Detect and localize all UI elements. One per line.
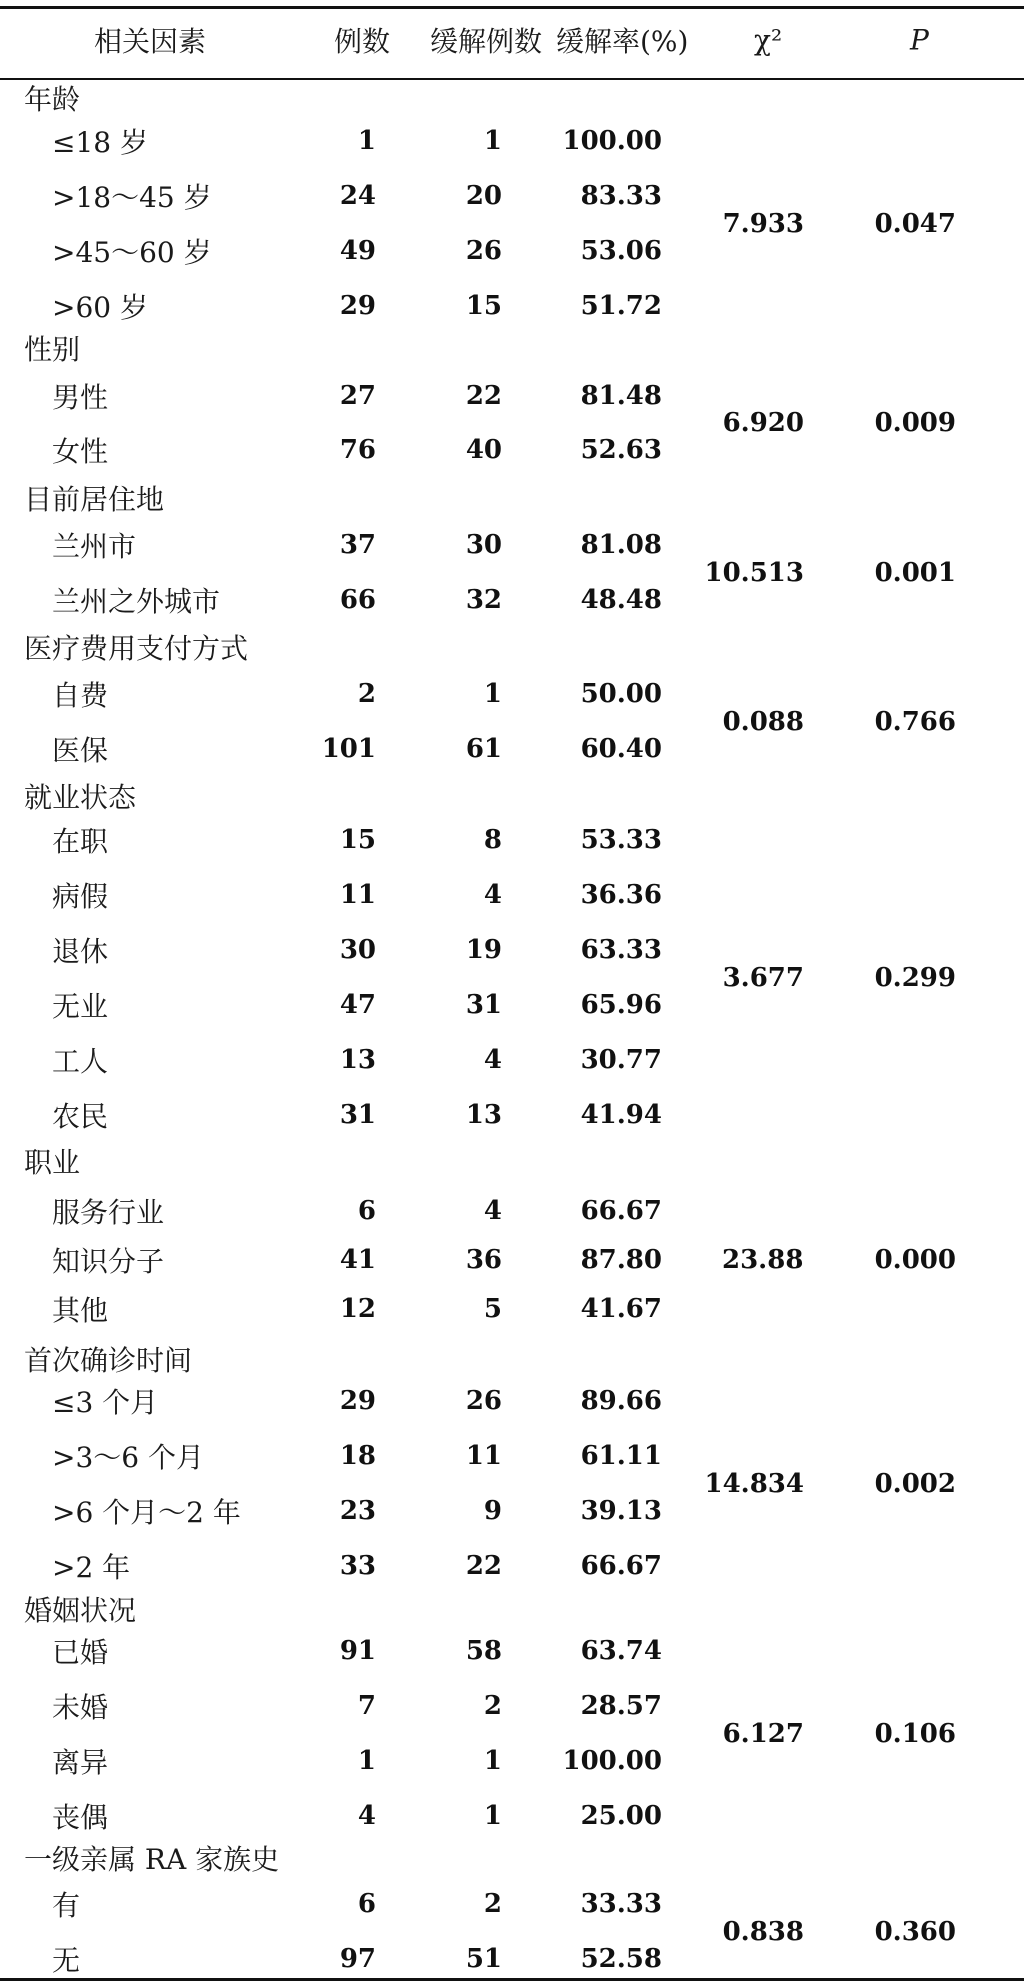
row-label: 退休	[52, 935, 109, 968]
group-label: 职业	[24, 1146, 81, 1179]
cell-p: 0.002	[874, 1468, 956, 1499]
row-label: 兰州之外城市	[52, 585, 221, 618]
header-remission-cases: 缓解例数	[430, 25, 543, 58]
cell-cases: 24	[339, 181, 376, 211]
cell-cases: 18	[339, 1441, 376, 1471]
cell-cases: 101	[321, 734, 376, 764]
cell-remission: 30	[465, 530, 502, 560]
row-label: 离异	[52, 1746, 109, 1779]
cell-remission: 1	[483, 1801, 502, 1831]
cell-remission: 22	[465, 381, 502, 411]
row-label: 自费	[52, 679, 109, 712]
header-p: P	[910, 23, 929, 57]
cell-cases: 49	[339, 236, 376, 266]
row-label: >2 年	[52, 1551, 131, 1584]
cell-remission: 58	[465, 1636, 502, 1666]
cell-chi2: 23.88	[722, 1245, 804, 1275]
header-chi2: χ²	[754, 23, 783, 57]
row-label: 男性	[52, 381, 109, 414]
row-label: ≤3 个月	[52, 1386, 159, 1419]
row-label: 知识分子	[52, 1245, 165, 1278]
group-label: 首次确诊时间	[24, 1344, 193, 1377]
cell-chi2: 6.127	[722, 1718, 804, 1749]
row-label: >60 岁	[52, 291, 148, 324]
cell-cases: 23	[339, 1496, 376, 1526]
cell-rate: 100.00	[562, 1746, 662, 1776]
row-label: 无业	[52, 990, 109, 1023]
row-label: 在职	[52, 825, 109, 858]
cell-remission: 40	[465, 435, 502, 465]
cell-p: 0.766	[874, 706, 956, 737]
cell-rate: 33.33	[580, 1889, 662, 1919]
cell-rate: 41.67	[580, 1294, 662, 1324]
cell-rate: 50.00	[580, 679, 662, 709]
cell-cases: 27	[339, 381, 376, 411]
cell-cases: 1	[357, 126, 376, 156]
row-label: 无	[52, 1944, 81, 1977]
cell-p: 0.360	[874, 1916, 956, 1947]
cell-cases: 31	[339, 1100, 376, 1130]
cell-remission: 51	[465, 1944, 502, 1974]
cell-cases: 12	[339, 1294, 376, 1324]
cell-rate: 63.33	[580, 935, 662, 965]
group-label: 医疗费用支付方式	[24, 632, 249, 665]
cell-remission: 1	[483, 1746, 502, 1776]
row-label: 病假	[52, 880, 109, 913]
cell-rate: 100.00	[562, 126, 662, 156]
cell-remission: 1	[483, 126, 502, 156]
cell-rate: 25.00	[580, 1801, 662, 1831]
row-label: 丧偶	[52, 1801, 109, 1834]
cell-rate: 41.94	[580, 1100, 662, 1130]
cell-cases: 30	[339, 935, 376, 965]
row-label: 工人	[52, 1045, 109, 1078]
row-label: 已婚	[52, 1636, 109, 1669]
cell-rate: 53.33	[580, 825, 662, 855]
cell-rate: 53.06	[580, 236, 662, 266]
group-label: 一级亲属 RA 家族史	[24, 1843, 280, 1876]
cell-cases: 91	[339, 1636, 376, 1666]
cell-chi2: 0.088	[722, 706, 804, 737]
cell-cases: 41	[339, 1245, 376, 1275]
cell-rate: 63.74	[580, 1636, 662, 1666]
cell-rate: 28.57	[580, 1691, 662, 1721]
cell-remission: 26	[465, 1386, 502, 1416]
cell-remission: 2	[483, 1691, 502, 1721]
cell-chi2: 3.677	[722, 962, 804, 993]
cell-chi2: 7.933	[722, 208, 804, 239]
cell-cases: 29	[339, 1386, 376, 1416]
cell-cases: 15	[339, 825, 376, 855]
group-label: 年龄	[24, 83, 81, 116]
group-label: 目前居住地	[24, 483, 165, 516]
cell-cases: 33	[339, 1551, 376, 1581]
row-label: >18～45 岁	[52, 181, 212, 214]
cell-p: 0.000	[874, 1245, 956, 1275]
cell-cases: 1	[357, 1746, 376, 1776]
header-rule	[0, 78, 1024, 80]
header-remission-rate: 缓解率(%)	[556, 25, 689, 58]
cell-rate: 48.48	[580, 585, 662, 615]
cell-remission: 26	[465, 236, 502, 266]
row-label: 农民	[52, 1100, 109, 1133]
cell-rate: 65.96	[580, 990, 662, 1020]
group-label: 就业状态	[24, 781, 137, 814]
cell-rate: 36.36	[580, 880, 662, 910]
cell-remission: 22	[465, 1551, 502, 1581]
cell-remission: 2	[483, 1889, 502, 1919]
cell-cases: 66	[339, 585, 376, 615]
cell-remission: 15	[465, 291, 502, 321]
cell-remission: 8	[483, 825, 502, 855]
cell-p: 0.106	[874, 1718, 956, 1749]
cell-cases: 7	[357, 1691, 376, 1721]
cell-remission: 11	[465, 1441, 502, 1471]
cell-cases: 97	[339, 1944, 376, 1974]
cell-remission: 4	[483, 1045, 502, 1075]
cell-p: 0.299	[874, 962, 956, 993]
cell-remission: 20	[465, 181, 502, 211]
row-label: ≤18 岁	[52, 126, 148, 159]
cell-remission: 36	[465, 1245, 502, 1275]
cell-p: 0.001	[874, 557, 956, 588]
cell-rate: 83.33	[580, 181, 662, 211]
cell-chi2: 14.834	[704, 1468, 804, 1499]
cell-rate: 66.67	[580, 1196, 662, 1226]
cell-chi2: 6.920	[722, 408, 804, 438]
row-label: 女性	[52, 435, 109, 468]
row-label: 未婚	[52, 1691, 109, 1724]
cell-remission: 61	[465, 734, 502, 764]
group-label: 性别	[24, 333, 81, 366]
cell-remission: 4	[483, 1196, 502, 1226]
cell-remission: 19	[465, 935, 502, 965]
top-rule	[0, 6, 1024, 9]
cell-remission: 4	[483, 880, 502, 910]
cell-rate: 66.67	[580, 1551, 662, 1581]
bottom-rule	[0, 1978, 1024, 1981]
row-label: >3～6 个月	[52, 1441, 204, 1474]
cell-remission: 13	[465, 1100, 502, 1130]
row-label: 医保	[52, 734, 109, 767]
header-cases: 例数	[334, 25, 391, 58]
row-label: 其他	[52, 1294, 109, 1327]
cell-cases: 4	[357, 1801, 376, 1831]
cell-remission: 31	[465, 990, 502, 1020]
cell-rate: 60.40	[580, 734, 662, 764]
cell-rate: 52.63	[580, 435, 662, 465]
row-label: >45～60 岁	[52, 236, 212, 269]
cell-cases: 2	[357, 679, 376, 709]
row-label: 服务行业	[52, 1196, 165, 1229]
cell-rate: 87.80	[580, 1245, 662, 1275]
row-label: >6 个月～2 年	[52, 1496, 241, 1529]
cell-rate: 89.66	[580, 1386, 662, 1416]
cell-cases: 6	[357, 1196, 376, 1226]
cell-remission: 5	[483, 1294, 502, 1324]
cell-cases: 76	[339, 435, 376, 465]
group-label: 婚姻状况	[24, 1594, 137, 1627]
cell-rate: 61.11	[580, 1441, 662, 1471]
cell-rate: 81.08	[580, 530, 662, 560]
cell-cases: 29	[339, 291, 376, 321]
header-factor: 相关因素	[94, 25, 207, 58]
cell-cases: 11	[339, 880, 376, 910]
cell-remission: 1	[483, 679, 502, 709]
cell-cases: 6	[357, 1889, 376, 1919]
cell-p: 0.009	[874, 408, 956, 438]
cell-rate: 39.13	[580, 1496, 662, 1526]
cell-chi2: 0.838	[722, 1916, 804, 1947]
row-label: 有	[52, 1889, 81, 1922]
cell-chi2: 10.513	[704, 557, 804, 588]
cell-remission: 32	[465, 585, 502, 615]
cell-rate: 30.77	[580, 1045, 662, 1075]
row-label: 兰州市	[52, 530, 137, 563]
cell-rate: 52.58	[580, 1944, 662, 1974]
cell-remission: 9	[483, 1496, 502, 1526]
cell-cases: 37	[339, 530, 376, 560]
cell-cases: 47	[339, 990, 376, 1020]
cell-rate: 51.72	[580, 291, 662, 321]
cell-rate: 81.48	[580, 381, 662, 411]
cell-p: 0.047	[874, 208, 956, 239]
cell-cases: 13	[339, 1045, 376, 1075]
